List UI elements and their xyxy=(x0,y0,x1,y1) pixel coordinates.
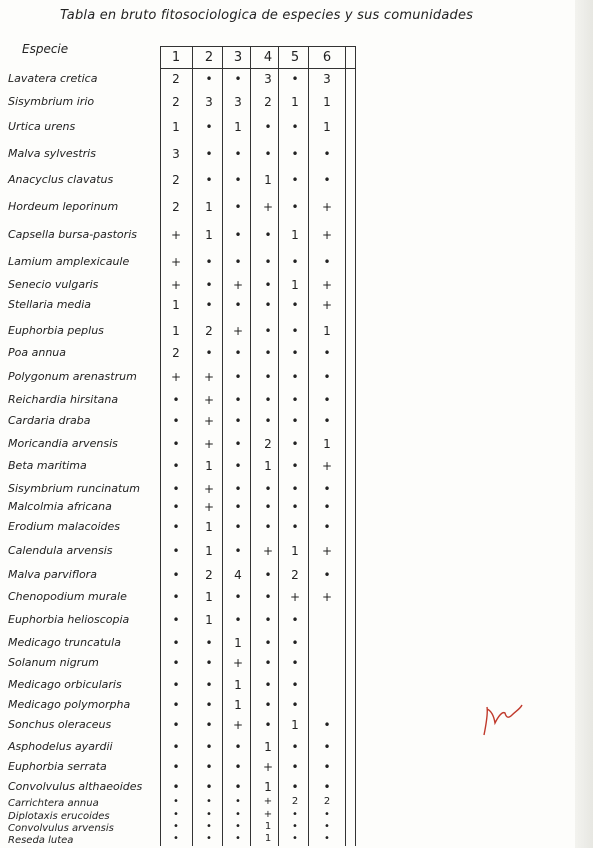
abundance-cell-col-4: • xyxy=(264,718,272,732)
abundance-cell-col-2: + xyxy=(203,482,215,496)
abundance-cell-col-4: • xyxy=(264,255,272,269)
abundance-cell-col-5: • xyxy=(291,740,299,754)
abundance-cell-col-5: • xyxy=(291,370,299,384)
abundance-cell-col-4: 3 xyxy=(264,72,272,86)
abundance-cell-col-2: • xyxy=(205,740,213,754)
species-name: Reichardia hirsitana xyxy=(8,393,119,406)
abundance-cell-col-2: + xyxy=(203,370,215,384)
abundance-cell-col-6: + xyxy=(321,459,333,473)
abundance-cell-col-5: • xyxy=(291,780,299,794)
species-name: Medicago orbicularis xyxy=(8,678,122,691)
abundance-cell-col-5: • xyxy=(291,678,299,692)
abundance-cell-col-6: 3 xyxy=(323,72,331,86)
abundance-cell-col-5: • xyxy=(291,500,299,514)
abundance-cell-col-1: • xyxy=(172,740,180,754)
abundance-cell-col-1: • xyxy=(172,613,180,627)
abundance-cell-col-6: • xyxy=(323,780,331,794)
abundance-cell-col-5: • xyxy=(291,393,299,407)
abundance-cell-col-3: 1 xyxy=(234,120,242,134)
abundance-cell-col-2: • xyxy=(205,760,213,774)
abundance-cell-col-4: • xyxy=(264,590,272,604)
abundance-cell-col-5: • xyxy=(291,482,299,496)
abundance-cell-col-2: • xyxy=(205,255,213,269)
abundance-cell-col-6: • xyxy=(323,346,331,360)
abundance-cell-col-3: • xyxy=(234,228,242,242)
table-row xyxy=(0,298,593,318)
abundance-cell-col-5: • xyxy=(291,346,299,360)
species-name: Polygonum arenastrum xyxy=(8,370,137,383)
abundance-cell-col-6: + xyxy=(321,200,333,214)
abundance-cell-col-1: + xyxy=(170,278,182,292)
species-name: Poa annua xyxy=(8,346,66,359)
abundance-cell-col-5: • xyxy=(291,636,299,650)
species-name: Capsella bursa-pastoris xyxy=(8,228,137,241)
abundance-cell-col-3: • xyxy=(234,544,242,558)
species-name: Malva parviflora xyxy=(8,568,97,581)
abundance-cell-col-4: • xyxy=(264,228,272,242)
abundance-cell-col-3: • xyxy=(234,613,242,627)
abundance-cell-col-4: • xyxy=(264,393,272,407)
abundance-cell-col-1: 1 xyxy=(172,298,180,312)
table-row xyxy=(0,835,593,855)
abundance-cell-col-5: • xyxy=(291,173,299,187)
abundance-cell-col-2: • xyxy=(206,833,212,844)
abundance-cell-col-3: • xyxy=(234,482,242,496)
abundance-cell-col-1: • xyxy=(172,656,180,670)
abundance-cell-col-6: 2 xyxy=(323,796,331,807)
abundance-cell-col-4: • xyxy=(264,278,272,292)
abundance-cell-col-3: • xyxy=(234,173,242,187)
abundance-cell-col-6: + xyxy=(321,590,333,604)
abundance-cell-col-3: • xyxy=(234,200,242,214)
abundance-cell-col-3: • xyxy=(234,370,242,384)
abundance-cell-col-3: • xyxy=(234,780,242,794)
species-name: Lavatera cretica xyxy=(8,72,98,85)
abundance-cell-col-6: 1 xyxy=(323,95,331,109)
abundance-cell-col-5: • xyxy=(291,72,299,86)
abundance-cell-col-1: • xyxy=(172,500,180,514)
species-name: Malva sylvestris xyxy=(8,147,96,160)
abundance-cell-col-2: 2 xyxy=(205,568,213,582)
abundance-cell-col-6: • xyxy=(324,821,330,832)
abundance-cell-col-5: • xyxy=(292,833,298,844)
abundance-cell-col-2: 1 xyxy=(205,520,213,534)
abundance-cell-col-5: • xyxy=(291,324,299,338)
species-name: Euphorbia peplus xyxy=(8,324,104,337)
abundance-cell-col-3: • xyxy=(234,520,242,534)
abundance-cell-col-1: + xyxy=(170,228,182,242)
abundance-cell-col-4: 1 xyxy=(264,740,272,754)
table-row xyxy=(0,346,593,366)
abundance-cell-col-6: 1 xyxy=(323,324,331,338)
table-row xyxy=(0,590,593,610)
abundance-cell-col-2: • xyxy=(205,718,213,732)
table-row xyxy=(0,760,593,780)
abundance-cell-col-6: + xyxy=(321,228,333,242)
abundance-cell-col-2: 1 xyxy=(205,613,213,627)
abundance-cell-col-3: 3 xyxy=(234,95,242,109)
abundance-cell-col-5: • xyxy=(291,656,299,670)
abundance-cell-col-2: • xyxy=(205,698,213,712)
abundance-cell-col-6: • xyxy=(323,173,331,187)
abundance-cell-col-5: • xyxy=(291,613,299,627)
abundance-cell-col-2: • xyxy=(206,809,212,820)
table-row xyxy=(0,544,593,564)
table-row xyxy=(0,200,593,220)
species-name: Euphorbia serrata xyxy=(8,760,107,773)
abundance-cell-col-4: • xyxy=(264,482,272,496)
abundance-cell-col-3: + xyxy=(232,656,244,670)
species-name: Medicago polymorpha xyxy=(8,698,131,711)
abundance-cell-col-2: • xyxy=(205,278,213,292)
abundance-cell-col-6: + xyxy=(321,544,333,558)
page-title: Tabla en bruto fitosociologica de especies y sus comunidades xyxy=(60,8,474,23)
abundance-cell-col-6: • xyxy=(324,809,330,820)
abundance-cell-col-5: • xyxy=(291,120,299,134)
abundance-cell-col-6: + xyxy=(321,298,333,312)
abundance-cell-col-1: • xyxy=(172,482,180,496)
abundance-cell-col-6: • xyxy=(323,255,331,269)
abundance-cell-col-2: • xyxy=(205,678,213,692)
abundance-cell-col-1: + xyxy=(170,255,182,269)
table-row xyxy=(0,459,593,479)
abundance-cell-col-1: • xyxy=(173,833,179,844)
abundance-cell-col-1: • xyxy=(172,437,180,451)
abundance-cell-col-6: • xyxy=(323,482,331,496)
abundance-cell-col-3: • xyxy=(235,833,241,844)
abundance-cell-col-2: + xyxy=(203,500,215,514)
abundance-cell-col-6: • xyxy=(323,568,331,582)
abundance-cell-col-2: • xyxy=(205,120,213,134)
table-row xyxy=(0,95,593,115)
species-name: Sisymbrium irio xyxy=(8,95,95,108)
abundance-cell-col-4: • xyxy=(264,414,272,428)
species-name: Malcolmia africana xyxy=(8,500,112,513)
abundance-cell-col-1: • xyxy=(173,809,179,820)
species-name: Medicago truncatula xyxy=(8,636,121,649)
species-name: Calendula arvensis xyxy=(8,544,113,557)
abundance-cell-col-4: 1 xyxy=(264,833,272,844)
species-name: Senecio vulgaris xyxy=(8,278,99,291)
abundance-cell-col-2: • xyxy=(205,346,213,360)
abundance-cell-col-1: 2 xyxy=(172,200,180,214)
species-name: Euphorbia helioscopia xyxy=(8,613,130,626)
species-name: Urtica urens xyxy=(8,120,76,133)
species-name: Convolvulus althaeoides xyxy=(8,780,143,793)
abundance-cell-col-3: • xyxy=(234,298,242,312)
abundance-cell-col-3: 1 xyxy=(234,698,242,712)
abundance-cell-col-5: 2 xyxy=(291,796,299,807)
abundance-cell-col-6: • xyxy=(323,520,331,534)
species-name: Solanum nigrum xyxy=(8,656,99,669)
abundance-cell-col-5: 1 xyxy=(291,718,299,732)
abundance-cell-col-1: • xyxy=(172,780,180,794)
table-row xyxy=(0,147,593,167)
abundance-cell-col-6: • xyxy=(323,147,331,161)
abundance-cell-col-4: • xyxy=(264,298,272,312)
abundance-cell-col-4: • xyxy=(264,346,272,360)
abundance-cell-col-4: 1 xyxy=(264,173,272,187)
red-signature-mark xyxy=(480,695,526,741)
abundance-cell-col-1: 2 xyxy=(172,346,180,360)
table-row xyxy=(0,255,593,275)
abundance-cell-col-1: • xyxy=(172,590,180,604)
abundance-cell-col-4: • xyxy=(264,636,272,650)
abundance-cell-col-1: • xyxy=(172,718,180,732)
table-row xyxy=(0,393,593,413)
abundance-cell-col-2: • xyxy=(205,173,213,187)
table-row xyxy=(0,414,593,434)
table-row xyxy=(0,324,593,344)
table-row xyxy=(0,520,593,540)
abundance-cell-col-1: • xyxy=(173,796,179,807)
species-name: Reseda lutea xyxy=(8,835,74,846)
abundance-cell-col-3: + xyxy=(232,718,244,732)
abundance-cell-col-4: 2 xyxy=(264,95,272,109)
abundance-cell-col-6: • xyxy=(323,370,331,384)
species-name: Cardaria draba xyxy=(8,414,91,427)
abundance-cell-col-1: 2 xyxy=(172,173,180,187)
abundance-cell-col-2: • xyxy=(206,821,212,832)
abundance-cell-col-1: 3 xyxy=(172,147,180,161)
abundance-cell-col-5: • xyxy=(291,698,299,712)
abundance-cell-col-4: 1 xyxy=(264,459,272,473)
species-name: Erodium malacoides xyxy=(8,520,120,533)
abundance-cell-col-6: • xyxy=(323,414,331,428)
abundance-cell-col-4: • xyxy=(264,656,272,670)
abundance-cell-col-2: • xyxy=(205,298,213,312)
column-header-2: 2 xyxy=(204,50,214,65)
abundance-cell-col-1: 1 xyxy=(172,324,180,338)
abundance-cell-col-1: • xyxy=(172,544,180,558)
abundance-cell-col-3: + xyxy=(232,278,244,292)
abundance-cell-col-6: • xyxy=(323,760,331,774)
abundance-cell-col-4: • xyxy=(264,520,272,534)
abundance-cell-col-4: + xyxy=(262,200,274,214)
abundance-cell-col-2: + xyxy=(203,393,215,407)
column-header-4: 4 xyxy=(263,50,273,65)
abundance-cell-col-5: • xyxy=(291,459,299,473)
abundance-cell-col-2: • xyxy=(205,780,213,794)
abundance-cell-col-6: 1 xyxy=(323,437,331,451)
abundance-cell-col-5: • xyxy=(291,760,299,774)
table-row xyxy=(0,500,593,520)
header-top-rule xyxy=(160,46,355,47)
abundance-cell-col-2: + xyxy=(203,437,215,451)
species-name: Carrichtera annua xyxy=(8,798,99,809)
abundance-cell-col-6: • xyxy=(323,740,331,754)
table-row xyxy=(0,228,593,248)
species-name: Asphodelus ayardii xyxy=(8,740,113,753)
abundance-cell-col-5: 1 xyxy=(291,544,299,558)
abundance-cell-col-1: • xyxy=(172,678,180,692)
abundance-cell-col-4: • xyxy=(264,324,272,338)
abundance-cell-col-1: • xyxy=(172,459,180,473)
abundance-cell-col-6: • xyxy=(323,393,331,407)
abundance-cell-col-3: • xyxy=(234,393,242,407)
abundance-cell-col-6: • xyxy=(324,833,330,844)
abundance-cell-col-3: + xyxy=(232,324,244,338)
abundance-cell-col-5: • xyxy=(291,298,299,312)
table-row xyxy=(0,72,593,92)
abundance-cell-col-4: + xyxy=(262,544,274,558)
abundance-cell-col-4: • xyxy=(264,147,272,161)
abundance-cell-col-1: • xyxy=(172,520,180,534)
abundance-cell-col-5: • xyxy=(291,520,299,534)
abundance-cell-col-4: • xyxy=(264,500,272,514)
abundance-cell-col-3: • xyxy=(235,821,241,832)
table-row xyxy=(0,482,593,502)
abundance-cell-col-3: • xyxy=(234,147,242,161)
abundance-cell-col-5: + xyxy=(289,590,301,604)
abundance-cell-col-1: 1 xyxy=(172,120,180,134)
abundance-cell-col-5: 2 xyxy=(291,568,299,582)
abundance-cell-col-1: • xyxy=(172,760,180,774)
abundance-cell-col-3: • xyxy=(234,760,242,774)
abundance-cell-col-4: + xyxy=(262,760,274,774)
abundance-cell-col-4: • xyxy=(264,568,272,582)
abundance-cell-col-1: + xyxy=(170,370,182,384)
abundance-cell-col-2: 2 xyxy=(205,324,213,338)
species-name: Hordeum leporinum xyxy=(8,200,119,213)
table-row xyxy=(0,613,593,633)
abundance-cell-col-6: 1 xyxy=(323,120,331,134)
abundance-cell-col-4: • xyxy=(264,698,272,712)
column-header-6: 6 xyxy=(322,50,332,65)
abundance-cell-col-1: • xyxy=(173,821,179,832)
table-row xyxy=(0,740,593,760)
abundance-cell-col-3: • xyxy=(235,796,241,807)
species-name: Lamium amplexicaule xyxy=(8,255,130,268)
table-row xyxy=(0,278,593,298)
abundance-cell-col-1: 2 xyxy=(172,72,180,86)
abundance-cell-col-5: • xyxy=(291,147,299,161)
table-row xyxy=(0,370,593,390)
species-name: Diplotaxis erucoides xyxy=(8,811,110,822)
table-row xyxy=(0,173,593,193)
table-row xyxy=(0,437,593,457)
abundance-cell-col-3: • xyxy=(235,809,241,820)
abundance-cell-col-2: • xyxy=(205,636,213,650)
abundance-cell-col-5: • xyxy=(291,255,299,269)
abundance-cell-col-5: • xyxy=(292,821,298,832)
abundance-cell-col-3: • xyxy=(234,740,242,754)
abundance-cell-col-1: 2 xyxy=(172,95,180,109)
abundance-cell-col-2: 1 xyxy=(205,200,213,214)
abundance-cell-col-4: • xyxy=(264,370,272,384)
species-name: Sonchus oleraceus xyxy=(8,718,112,731)
abundance-cell-col-2: • xyxy=(205,656,213,670)
abundance-cell-col-1: • xyxy=(172,636,180,650)
species-name: Convolvulus arvensis xyxy=(8,823,114,834)
abundance-cell-col-4: + xyxy=(263,809,273,820)
abundance-cell-col-3: • xyxy=(234,72,242,86)
column-header-especie: Especie xyxy=(22,42,69,56)
column-header-3: 3 xyxy=(233,50,243,65)
table-row xyxy=(0,120,593,140)
species-name: Stellaria media xyxy=(8,298,91,311)
table-row xyxy=(0,568,593,588)
abundance-cell-col-6: • xyxy=(323,718,331,732)
abundance-cell-col-5: 1 xyxy=(291,95,299,109)
abundance-cell-col-2: • xyxy=(206,796,212,807)
abundance-cell-col-6: + xyxy=(321,278,333,292)
column-header-1: 1 xyxy=(171,50,181,65)
table-row xyxy=(0,636,593,656)
abundance-cell-col-4: 2 xyxy=(264,437,272,451)
abundance-cell-col-3: 1 xyxy=(234,678,242,692)
abundance-cell-col-1: • xyxy=(172,393,180,407)
abundance-cell-col-5: 1 xyxy=(291,228,299,242)
species-name: Sisymbrium runcinatum xyxy=(8,482,141,495)
abundance-cell-col-2: + xyxy=(203,414,215,428)
abundance-cell-col-4: • xyxy=(264,678,272,692)
abundance-cell-col-3: 4 xyxy=(234,568,242,582)
abundance-cell-col-3: • xyxy=(234,590,242,604)
abundance-cell-col-2: • xyxy=(205,72,213,86)
species-name: Anacyclus clavatus xyxy=(8,173,114,186)
species-name: Beta maritima xyxy=(8,459,87,472)
abundance-cell-col-4: • xyxy=(264,613,272,627)
abundance-cell-col-2: 1 xyxy=(205,228,213,242)
abundance-cell-col-3: • xyxy=(234,255,242,269)
table-row xyxy=(0,656,593,676)
column-header-5: 5 xyxy=(290,50,300,65)
abundance-cell-col-4: 1 xyxy=(264,821,272,832)
abundance-cell-col-3: • xyxy=(234,414,242,428)
abundance-cell-col-5: • xyxy=(291,414,299,428)
abundance-cell-col-3: • xyxy=(234,346,242,360)
abundance-cell-col-2: 1 xyxy=(205,459,213,473)
abundance-cell-col-3: • xyxy=(234,459,242,473)
abundance-cell-col-5: • xyxy=(291,200,299,214)
abundance-cell-col-2: 1 xyxy=(205,544,213,558)
abundance-cell-col-4: + xyxy=(263,796,273,807)
header-bottom-rule xyxy=(160,68,355,69)
abundance-cell-col-4: 1 xyxy=(264,780,272,794)
abundance-cell-col-3: 1 xyxy=(234,636,242,650)
abundance-cell-col-6: • xyxy=(323,500,331,514)
abundance-cell-col-4: • xyxy=(264,120,272,134)
abundance-cell-col-1: • xyxy=(172,568,180,582)
species-name: Chenopodium murale xyxy=(8,590,127,603)
abundance-cell-col-2: • xyxy=(205,147,213,161)
abundance-cell-col-1: • xyxy=(172,698,180,712)
abundance-cell-col-3: • xyxy=(234,500,242,514)
abundance-cell-col-5: • xyxy=(291,437,299,451)
abundance-cell-col-1: • xyxy=(172,414,180,428)
abundance-cell-col-2: 1 xyxy=(205,590,213,604)
abundance-cell-col-5: 1 xyxy=(291,278,299,292)
abundance-cell-col-2: 3 xyxy=(205,95,213,109)
abundance-cell-col-5: • xyxy=(292,809,298,820)
abundance-cell-col-3: • xyxy=(234,437,242,451)
species-name: Moricandia arvensis xyxy=(8,437,118,450)
